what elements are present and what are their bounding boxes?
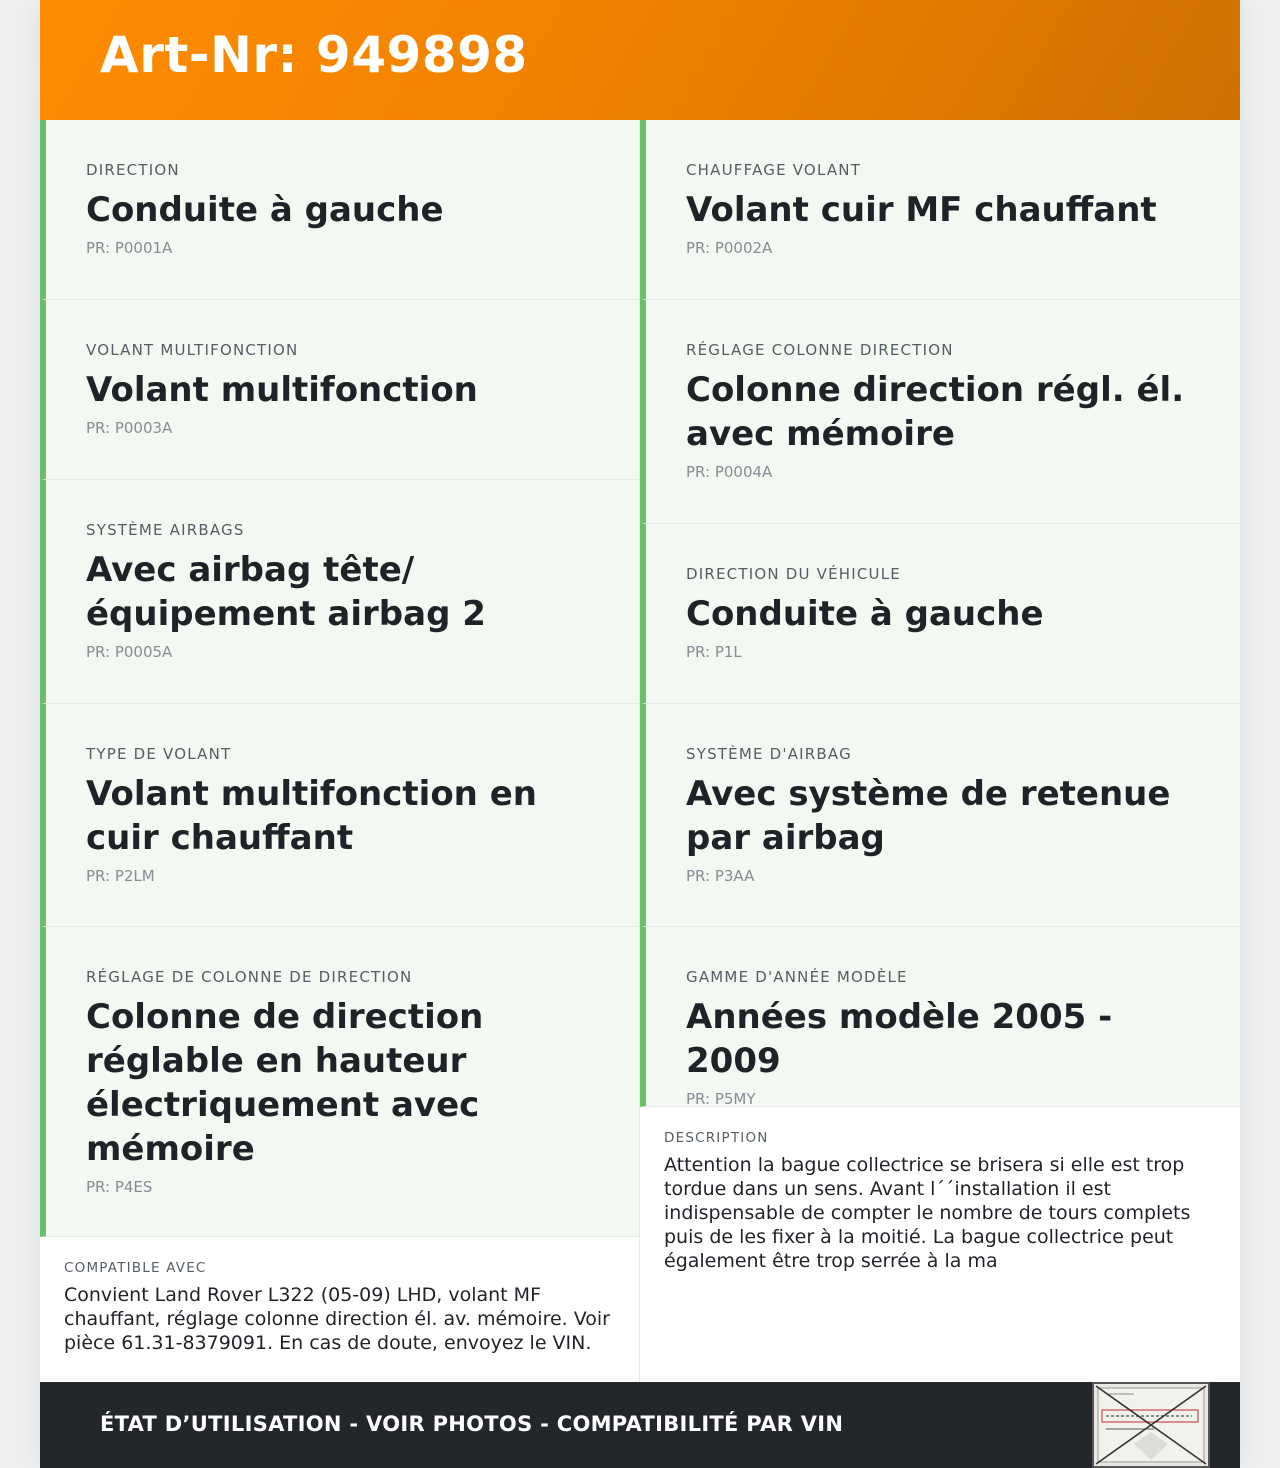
spec-label: RÉGLAGE COLONNE DIRECTION: [686, 341, 954, 359]
spec-label: SYSTÈME AIRBAGS: [86, 521, 245, 539]
spec-value: Avec airbag tête/équipement airbag 2: [86, 550, 486, 634]
spec-card: [40, 704, 640, 927]
spec-card: [40, 480, 640, 704]
spec-pr-code: PR: P0003A: [86, 419, 173, 437]
spec-label: GAMME D'ANNÉE MODÈLE: [686, 968, 908, 986]
footer-bar: [40, 1382, 1240, 1468]
spec-label: SYSTÈME D'AIRBAG: [686, 745, 852, 763]
spec-pr-code: PR: P5MY: [686, 1090, 756, 1108]
spec-label: VOLANT MULTIFONCTION: [86, 341, 299, 359]
spec-pr-code: PR: P3AA: [686, 867, 755, 885]
spec-pr-code: PR: P0002A: [686, 239, 773, 257]
spec-label: RÉGLAGE DE COLONNE DE DIRECTION: [86, 968, 413, 986]
part-label-photo-graphic: [1094, 1384, 1208, 1466]
spec-value: Années modèle 2005 - 2009: [686, 997, 1113, 1081]
spec-value: Colonne de direction réglable en hauteur électriquement avec mémoire: [86, 997, 484, 1169]
product-sheet: [40, 0, 1240, 1468]
spec-value: Volant cuir MF chauffant: [686, 190, 1157, 230]
spec-value: Volant multifonction en cuir chauffant: [86, 774, 537, 858]
spec-pr-code: PR: P0005A: [86, 643, 173, 661]
spec-card: [640, 704, 1240, 927]
spec-value: Avec système de retenue par airbag: [686, 774, 1171, 858]
description-label: DESCRIPTION: [664, 1130, 769, 1146]
spec-value: Volant multifonction: [86, 370, 478, 410]
spec-card: [40, 300, 640, 480]
spec-pr-code: PR: P1L: [686, 643, 742, 661]
spec-card: [640, 300, 1240, 524]
article-number-title: Art-Nr: 949898: [100, 26, 528, 84]
spec-card: [40, 120, 640, 300]
spec-card: [640, 927, 1240, 1107]
spec-label: DIRECTION DU VÉHICULE: [686, 565, 901, 583]
part-label-photo-icon[interactable]: [1092, 1382, 1210, 1468]
spec-pr-code: PR: P2LM: [86, 867, 155, 885]
description-text: Attention la bague collectrice se brisera si elle est trop tordue dans un sens. Avant l´´installation il est indispensable de compter le nombre de tours complets puis de les fixer à la moitié. La bague collectrice peut également être trop serrée à la ma: [664, 1154, 1191, 1272]
spec-column-right: [640, 120, 1240, 1382]
footer-condition-text: ÉTAT D’UTILISATION - VOIR PHOTOS - COMPATIBILITÉ PAR VIN: [100, 1412, 844, 1436]
spec-pr-code: PR: P4ES: [86, 1178, 153, 1196]
spec-label: CHAUFFAGE VOLANT: [686, 161, 862, 179]
spec-value: Colonne direction régl. él. avec mémoire: [686, 370, 1185, 454]
description-section: [640, 1107, 1240, 1382]
header-banner: [40, 0, 1240, 120]
spec-label: DIRECTION: [86, 161, 180, 179]
spec-value: Conduite à gauche: [86, 190, 444, 230]
spec-card: [640, 120, 1240, 300]
spec-column-left: [40, 120, 640, 1382]
compatibility-text: Convient Land Rover L322 (05-09) LHD, volant MF chauffant, réglage colonne direction él. av. mémoire. Voir pièce 61.31-8379091. En cas de doute, envoyez le VIN.: [64, 1284, 610, 1354]
compatibility-section: [40, 1237, 640, 1382]
spec-pr-code: PR: P0004A: [686, 463, 773, 481]
spec-label: TYPE DE VOLANT: [86, 745, 232, 763]
spec-value: Conduite à gauche: [686, 594, 1044, 634]
spec-card: [40, 927, 640, 1237]
spec-pr-code: PR: P0001A: [86, 239, 173, 257]
compatibility-label: COMPATIBLE AVEC: [64, 1260, 207, 1276]
spec-card: [640, 524, 1240, 704]
